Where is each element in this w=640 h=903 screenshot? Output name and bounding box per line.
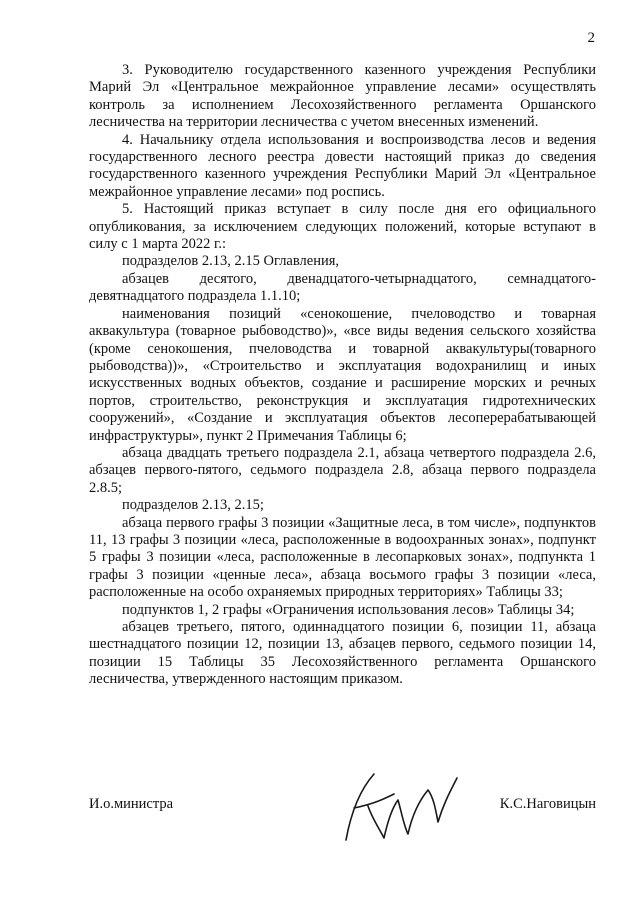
- paragraph-item-5: 5. Настоящий приказ вступает в силу после дня его официального опубликования, за исключением следующих положений, которые вступают в силу с 1 марта 2022 г.:: [89, 201, 596, 253]
- exception-item: подразделов 2.13, 2.15;: [122, 497, 264, 514]
- page-number: 2: [587, 30, 595, 46]
- order-body: [89, 62, 596, 689]
- exception-item: абзацев третьего, пятого, одиннадцатого позиции 6, позиции 11, абзаца шестнадцатого позиции 12, позиции 13, абзацев первого, седьмого позиции 14, позиции 15 Таблицы 35 Лесохозяйственного регламента Оршанского лесничества, утвержденного настоящим приказом.: [89, 619, 596, 688]
- handwritten-signature: [324, 768, 459, 848]
- paragraph-item-4: 4. Начальнику отдела использования и воспроизводства лесов и ведения государственного лесного реестра довести настоящий приказ до сведения государственного казенного учреждения Республики Марий Эл «Центральное межрайонное управление лесами» под роспись.: [89, 131, 596, 200]
- exception-item: подпунктов 1, 2 графы «Ограничения использования лесов» Таблицы 34;: [122, 601, 575, 618]
- exception-item: абзацев десятого, двенадцатого-четырнадцатого, семнадцатого-девятнадцатого подраздела 1.1.10;: [89, 270, 596, 305]
- exception-item: наименования позиций «сенокошение, пчеловодство и товарная аквакультура (товарное рыбоводство)», «все виды ведения сельского хозяйства (кроме сенокошения, пчеловодства и товарной аквакультуры(товарного рыбоводства))», «Строительство и эксплуатация водохранилищ и иных искусственных водных объектов, создание и расширение морских и речных портов, строительство, реконструкция и эксплуатация гидротехнических сооружений», «Создание и эксплуатация объектов лесоперерабатывающей инфраструктуры», пункт 2 Примечания Таблицы 6;: [89, 305, 596, 444]
- signer-name: К.С.Наговицын: [499, 796, 596, 812]
- signature-block: [89, 780, 596, 850]
- signer-title: И.о.министра: [89, 796, 174, 812]
- exception-item: абзаца двадцать третьего подраздела 2.1, абзаца четвертого подраздела 2.6, абзацев первого-пятого, седьмого подраздела 2.8, абзаца первого подраздела 2.8.5;: [89, 444, 596, 496]
- exception-item: абзаца первого графы 3 позиции «Защитные леса, в том числе», подпунктов 11, 13 графы 3 позиции «леса, расположенные в водоохранных зонах», подпункт 5 графы 3 позиции «леса, расположенные в лесопарковых зонах», подпункта 1 графы 3 позиции «ценные леса», абзаца восьмого графы 3 позиции «леса, расположенные на особо охраняемых природных территориях» Таблицы 33;: [89, 514, 596, 601]
- exception-item: подразделов 2.13, 2.15 Оглавления,: [122, 253, 340, 270]
- paragraph-item-3: 3. Руководителю государственного казенного учреждения Республики Марий Эл «Центральное межрайонное управление лесами» осуществлять контроль за исполнением Лесохозяйственного регламента Оршанского лесничества на территории лесничества с учетом внесенных изменений.: [89, 62, 596, 131]
